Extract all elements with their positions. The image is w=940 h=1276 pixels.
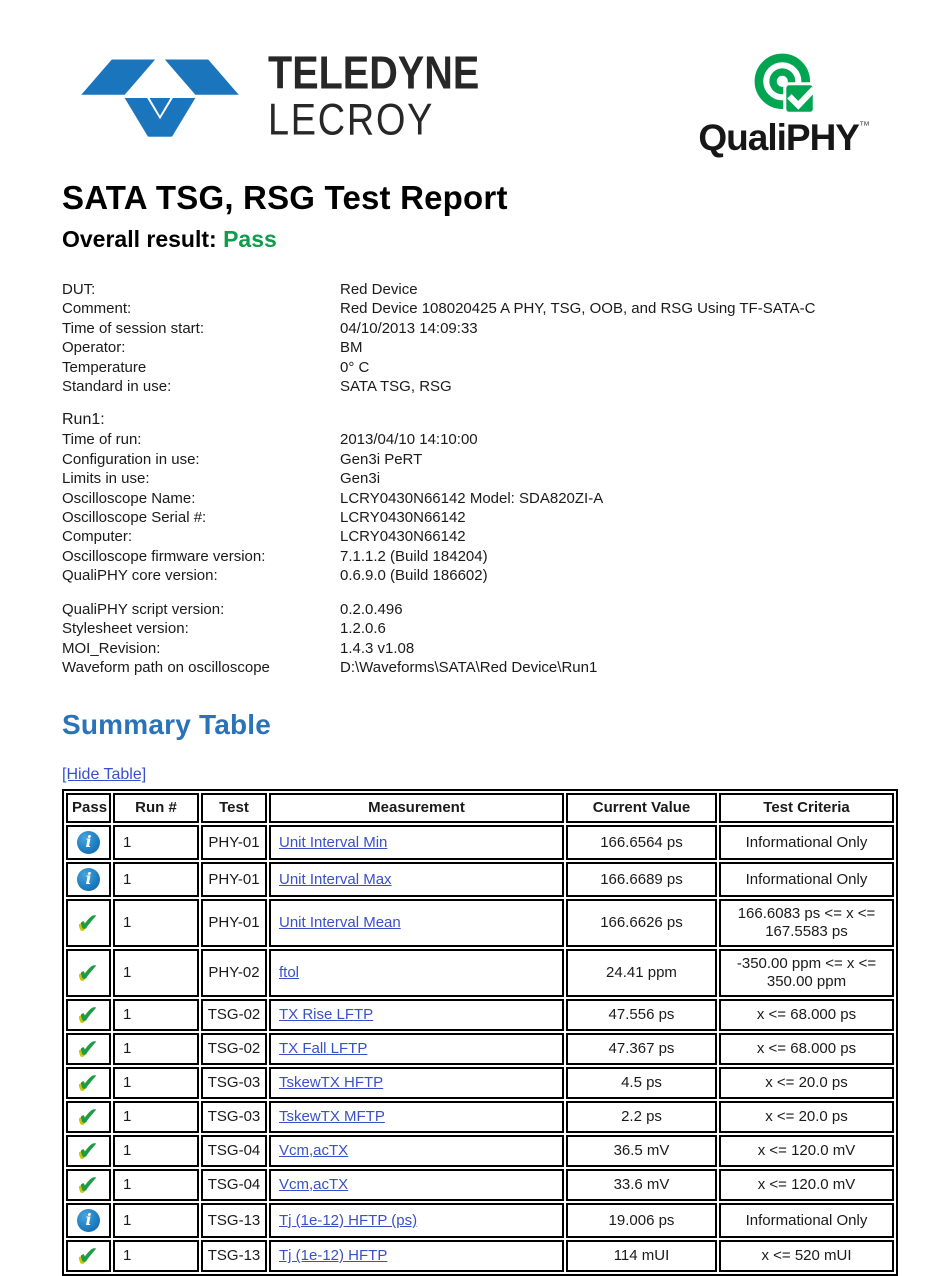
info-label: Operator: [62, 339, 126, 357]
info-label: Oscilloscope Serial #: [62, 509, 207, 527]
table-row [66, 1067, 894, 1099]
table-row [66, 949, 894, 997]
status-cell [66, 1203, 111, 1238]
hide-table-link[interactable]: [Hide Table] [62, 766, 147, 784]
measurement-link[interactable]: TX Rise LFTP [279, 1006, 374, 1024]
status-cell [66, 949, 111, 997]
qualiphy-logo [698, 53, 870, 156]
pass-check-icon: ✔ [78, 1034, 99, 1064]
table-row [66, 1033, 894, 1065]
qualiphy-wordmark [698, 119, 870, 156]
measurement-cell [269, 999, 564, 1031]
run-number-cell: 1 [113, 1033, 199, 1065]
measurement-link[interactable]: TskewTX HFTP [279, 1074, 384, 1092]
table-row [66, 999, 894, 1031]
pass-check-icon: ✔ [78, 1241, 99, 1271]
info-value: 1.2.0.6 [340, 620, 386, 638]
info-row [62, 566, 882, 585]
col-header-test-criteria: Test Criteria [719, 793, 894, 823]
status-cell [66, 862, 111, 897]
teledyne-lecroy-wordmark [268, 45, 480, 145]
col-header-run: Run # [113, 793, 199, 823]
current-value-cell: 4.5 ps [566, 1067, 717, 1099]
info-label: Comment: [62, 300, 132, 318]
info-icon: i [77, 831, 100, 854]
measurement-cell [269, 862, 564, 897]
measurement-link[interactable]: Vcm,acTX [279, 1142, 349, 1160]
current-value-cell: 33.6 mV [566, 1169, 717, 1201]
lecroy-text: LECROY [268, 94, 435, 145]
teledyne-lecroy-logo [62, 45, 508, 143]
info-icon: i [77, 1209, 100, 1232]
table-row [66, 899, 894, 947]
info-value: Gen3i PeRT [340, 450, 423, 468]
qualiphy-q-check-icon [754, 53, 818, 117]
status-cell [66, 1169, 111, 1201]
current-value-cell: 166.6626 ps [566, 899, 717, 947]
test-id-cell: PHY-02 [201, 949, 267, 997]
info-label: DUT: [62, 281, 96, 298]
info-value: 0° C [340, 358, 370, 376]
run-number-cell: 1 [113, 1101, 199, 1133]
run-number-cell: 1 [113, 949, 199, 997]
status-cell [66, 1135, 111, 1167]
info-row [62, 430, 882, 449]
measurement-cell [269, 1135, 564, 1167]
info-row [62, 299, 882, 318]
table-row [66, 862, 894, 897]
measurement-cell [269, 1169, 564, 1201]
test-id-cell: PHY-01 [201, 899, 267, 947]
status-cell [66, 899, 111, 947]
status-cell [66, 1033, 111, 1065]
info-label: Oscilloscope Name: [62, 489, 196, 507]
summary-table [62, 789, 898, 1276]
pass-check-icon: ✔ [78, 1102, 99, 1132]
measurement-link[interactable]: Unit Interval Min [279, 833, 388, 851]
info-value: 0.2.0.496 [340, 600, 403, 618]
version-info-block [62, 600, 882, 678]
test-id-cell: TSG-04 [201, 1135, 267, 1167]
info-icon: i [77, 868, 100, 891]
info-row [62, 358, 882, 377]
table-row [66, 1169, 894, 1201]
info-value: Red Device [340, 281, 418, 298]
measurement-link[interactable]: Tj (1e-12) HFTP (ps) [279, 1211, 418, 1229]
table-row [66, 1240, 894, 1272]
trademark-symbol: ™ [859, 120, 870, 132]
test-id-cell: TSG-03 [201, 1101, 267, 1133]
measurement-cell [269, 949, 564, 997]
current-value-cell: 24.41 ppm [566, 949, 717, 997]
status-cell [66, 1101, 111, 1133]
info-label: Time of run: [62, 431, 142, 449]
info-label: Oscilloscope firmware version: [62, 547, 266, 565]
measurement-cell [269, 825, 564, 860]
session-info-block [62, 280, 882, 396]
test-criteria-cell: x <= 68.000 ps [719, 999, 894, 1031]
test-id-cell: TSG-04 [201, 1169, 267, 1201]
info-value: 2013/04/10 14:10:00 [340, 431, 478, 449]
status-cell [66, 999, 111, 1031]
info-value: 04/10/2013 14:09:33 [340, 319, 478, 337]
test-criteria-cell: Informational Only [719, 1203, 894, 1238]
col-header-pass: Pass [66, 793, 111, 823]
test-id-cell: TSG-02 [201, 999, 267, 1031]
info-value: D:\Waveforms\SATA\Red Device\Run1 [340, 658, 598, 676]
test-id-cell: TSG-13 [201, 1240, 267, 1272]
status-cell [66, 825, 111, 860]
run-section-heading: Run1: [62, 411, 105, 429]
status-cell [66, 1067, 111, 1099]
info-label: QualiPHY script version: [62, 600, 225, 618]
info-label: Standard in use: [62, 378, 172, 396]
overall-result-value: Pass [223, 226, 277, 252]
col-header-test: Test [201, 793, 267, 823]
info-label: QualiPHY core version: [62, 567, 218, 585]
info-row [62, 658, 882, 677]
info-row [62, 639, 882, 658]
run-info-block [62, 430, 882, 585]
measurement-cell [269, 1033, 564, 1065]
measurement-link[interactable]: Tj (1e-12) HFTP [279, 1247, 388, 1265]
pass-check-icon: ✔ [78, 958, 99, 988]
run-number-cell: 1 [113, 1169, 199, 1201]
info-value: LCRY0430N66142 [340, 509, 466, 527]
overall-result [62, 226, 882, 253]
measurement-cell [269, 1101, 564, 1133]
info-value: LCRY0430N66142 [340, 528, 466, 546]
info-row [62, 547, 882, 566]
teledyne-arrows-icon [62, 45, 258, 143]
info-label: Configuration in use: [62, 450, 200, 468]
pass-check-icon: ✔ [78, 1000, 99, 1030]
test-criteria-cell: x <= 120.0 mV [719, 1135, 894, 1167]
current-value-cell: 47.367 ps [566, 1033, 717, 1065]
run-number-cell: 1 [113, 899, 199, 947]
info-row [62, 527, 882, 546]
info-label: Waveform path on oscilloscope [62, 658, 270, 676]
run-number-cell: 1 [113, 1203, 199, 1238]
measurement-link[interactable]: TskewTX MFTP [279, 1108, 385, 1126]
measurement-cell [269, 1203, 564, 1238]
table-row [66, 825, 894, 860]
run-number-cell: 1 [113, 862, 199, 897]
summary-table-heading: Summary Table [62, 709, 272, 741]
info-value: 0.6.9.0 (Build 186602) [340, 567, 488, 585]
current-value-cell: 47.556 ps [566, 999, 717, 1031]
info-label: MOI_Revision: [62, 639, 161, 657]
current-value-cell: 114 mUI [566, 1240, 717, 1272]
run-number-cell: 1 [113, 825, 199, 860]
info-label: Limits in use: [62, 470, 150, 488]
test-id-cell: PHY-01 [201, 862, 267, 897]
table-row [66, 1135, 894, 1167]
run-number-cell: 1 [113, 1240, 199, 1272]
teledyne-text: TELEDYNE [268, 45, 480, 99]
info-row [62, 319, 882, 338]
col-header-current-value: Current Value [566, 793, 717, 823]
table-row [66, 1101, 894, 1133]
test-id-cell: TSG-13 [201, 1203, 267, 1238]
run-number-cell: 1 [113, 999, 199, 1031]
col-header-measurement: Measurement [269, 793, 564, 823]
measurement-link[interactable]: Unit Interval Max [279, 870, 392, 888]
info-value: LCRY0430N66142 Model: SDA820ZI-A [340, 489, 604, 507]
run-number-cell: 1 [113, 1067, 199, 1099]
pass-check-icon: ✔ [78, 908, 99, 938]
current-value-cell: 166.6564 ps [566, 825, 717, 860]
overall-result-label: Overall result: [62, 226, 224, 252]
table-header-row [66, 793, 894, 823]
pass-check-icon: ✔ [78, 1170, 99, 1200]
pass-check-icon: ✔ [78, 1068, 99, 1098]
pass-check-icon: ✔ [78, 1136, 99, 1166]
status-cell [66, 1240, 111, 1272]
current-value-cell: 36.5 mV [566, 1135, 717, 1167]
info-row [62, 508, 882, 527]
current-value-cell: 2.2 ps [566, 1101, 717, 1133]
test-criteria-cell: Informational Only [719, 825, 894, 860]
test-criteria-cell: x <= 20.0 ps [719, 1101, 894, 1133]
info-row [62, 600, 882, 619]
qualiphy-text: QualiPHY [698, 117, 859, 158]
info-label: Stylesheet version: [62, 620, 189, 638]
info-value: Gen3i [340, 470, 381, 488]
test-id-cell: PHY-01 [201, 825, 267, 860]
current-value-cell: 19.006 ps [566, 1203, 717, 1238]
info-row [62, 338, 882, 357]
info-row [62, 450, 882, 469]
info-label: Temperature [62, 358, 147, 376]
test-criteria-cell: x <= 20.0 ps [719, 1067, 894, 1099]
info-value: Red Device 108020425 A PHY, TSG, OOB, and RSG Using TF-SATA-C [340, 300, 816, 318]
measurement-cell [269, 899, 564, 947]
run-number-cell: 1 [113, 1135, 199, 1167]
measurement-cell [269, 1240, 564, 1272]
test-criteria-cell: x <= 68.000 ps [719, 1033, 894, 1065]
measurement-link[interactable]: Vcm,acTX [279, 1176, 349, 1194]
page-title: SATA TSG, RSG Test Report [62, 179, 508, 216]
measurement-link[interactable]: ftol [279, 964, 300, 982]
info-row [62, 489, 882, 508]
info-value: 7.1.1.2 (Build 184204) [340, 547, 488, 565]
current-value-cell: 166.6689 ps [566, 862, 717, 897]
info-row [62, 619, 882, 638]
info-label: Computer: [62, 528, 133, 546]
measurement-link[interactable]: Unit Interval Mean [279, 914, 401, 932]
report-header [62, 45, 882, 158]
test-id-cell: TSG-03 [201, 1067, 267, 1099]
test-id-cell: TSG-02 [201, 1033, 267, 1065]
info-row [62, 377, 882, 396]
info-row [62, 280, 882, 299]
info-label: Time of session start: [62, 319, 204, 337]
measurement-link[interactable]: TX Fall LFTP [279, 1040, 368, 1058]
test-criteria-cell: -350.00 ppm <= x <= 350.00 ppm [719, 949, 894, 997]
info-value: SATA TSG, RSG [340, 378, 452, 396]
test-criteria-cell: x <= 520 mUI [719, 1240, 894, 1272]
info-value: BM [340, 339, 363, 357]
info-row [62, 469, 882, 488]
test-criteria-cell: x <= 120.0 mV [719, 1169, 894, 1201]
test-criteria-cell: Informational Only [719, 862, 894, 897]
table-row [66, 1203, 894, 1238]
test-criteria-cell: 166.6083 ps <= x <= 167.5583 ps [719, 899, 894, 947]
info-value: 1.4.3 v1.08 [340, 639, 415, 657]
measurement-cell [269, 1067, 564, 1099]
